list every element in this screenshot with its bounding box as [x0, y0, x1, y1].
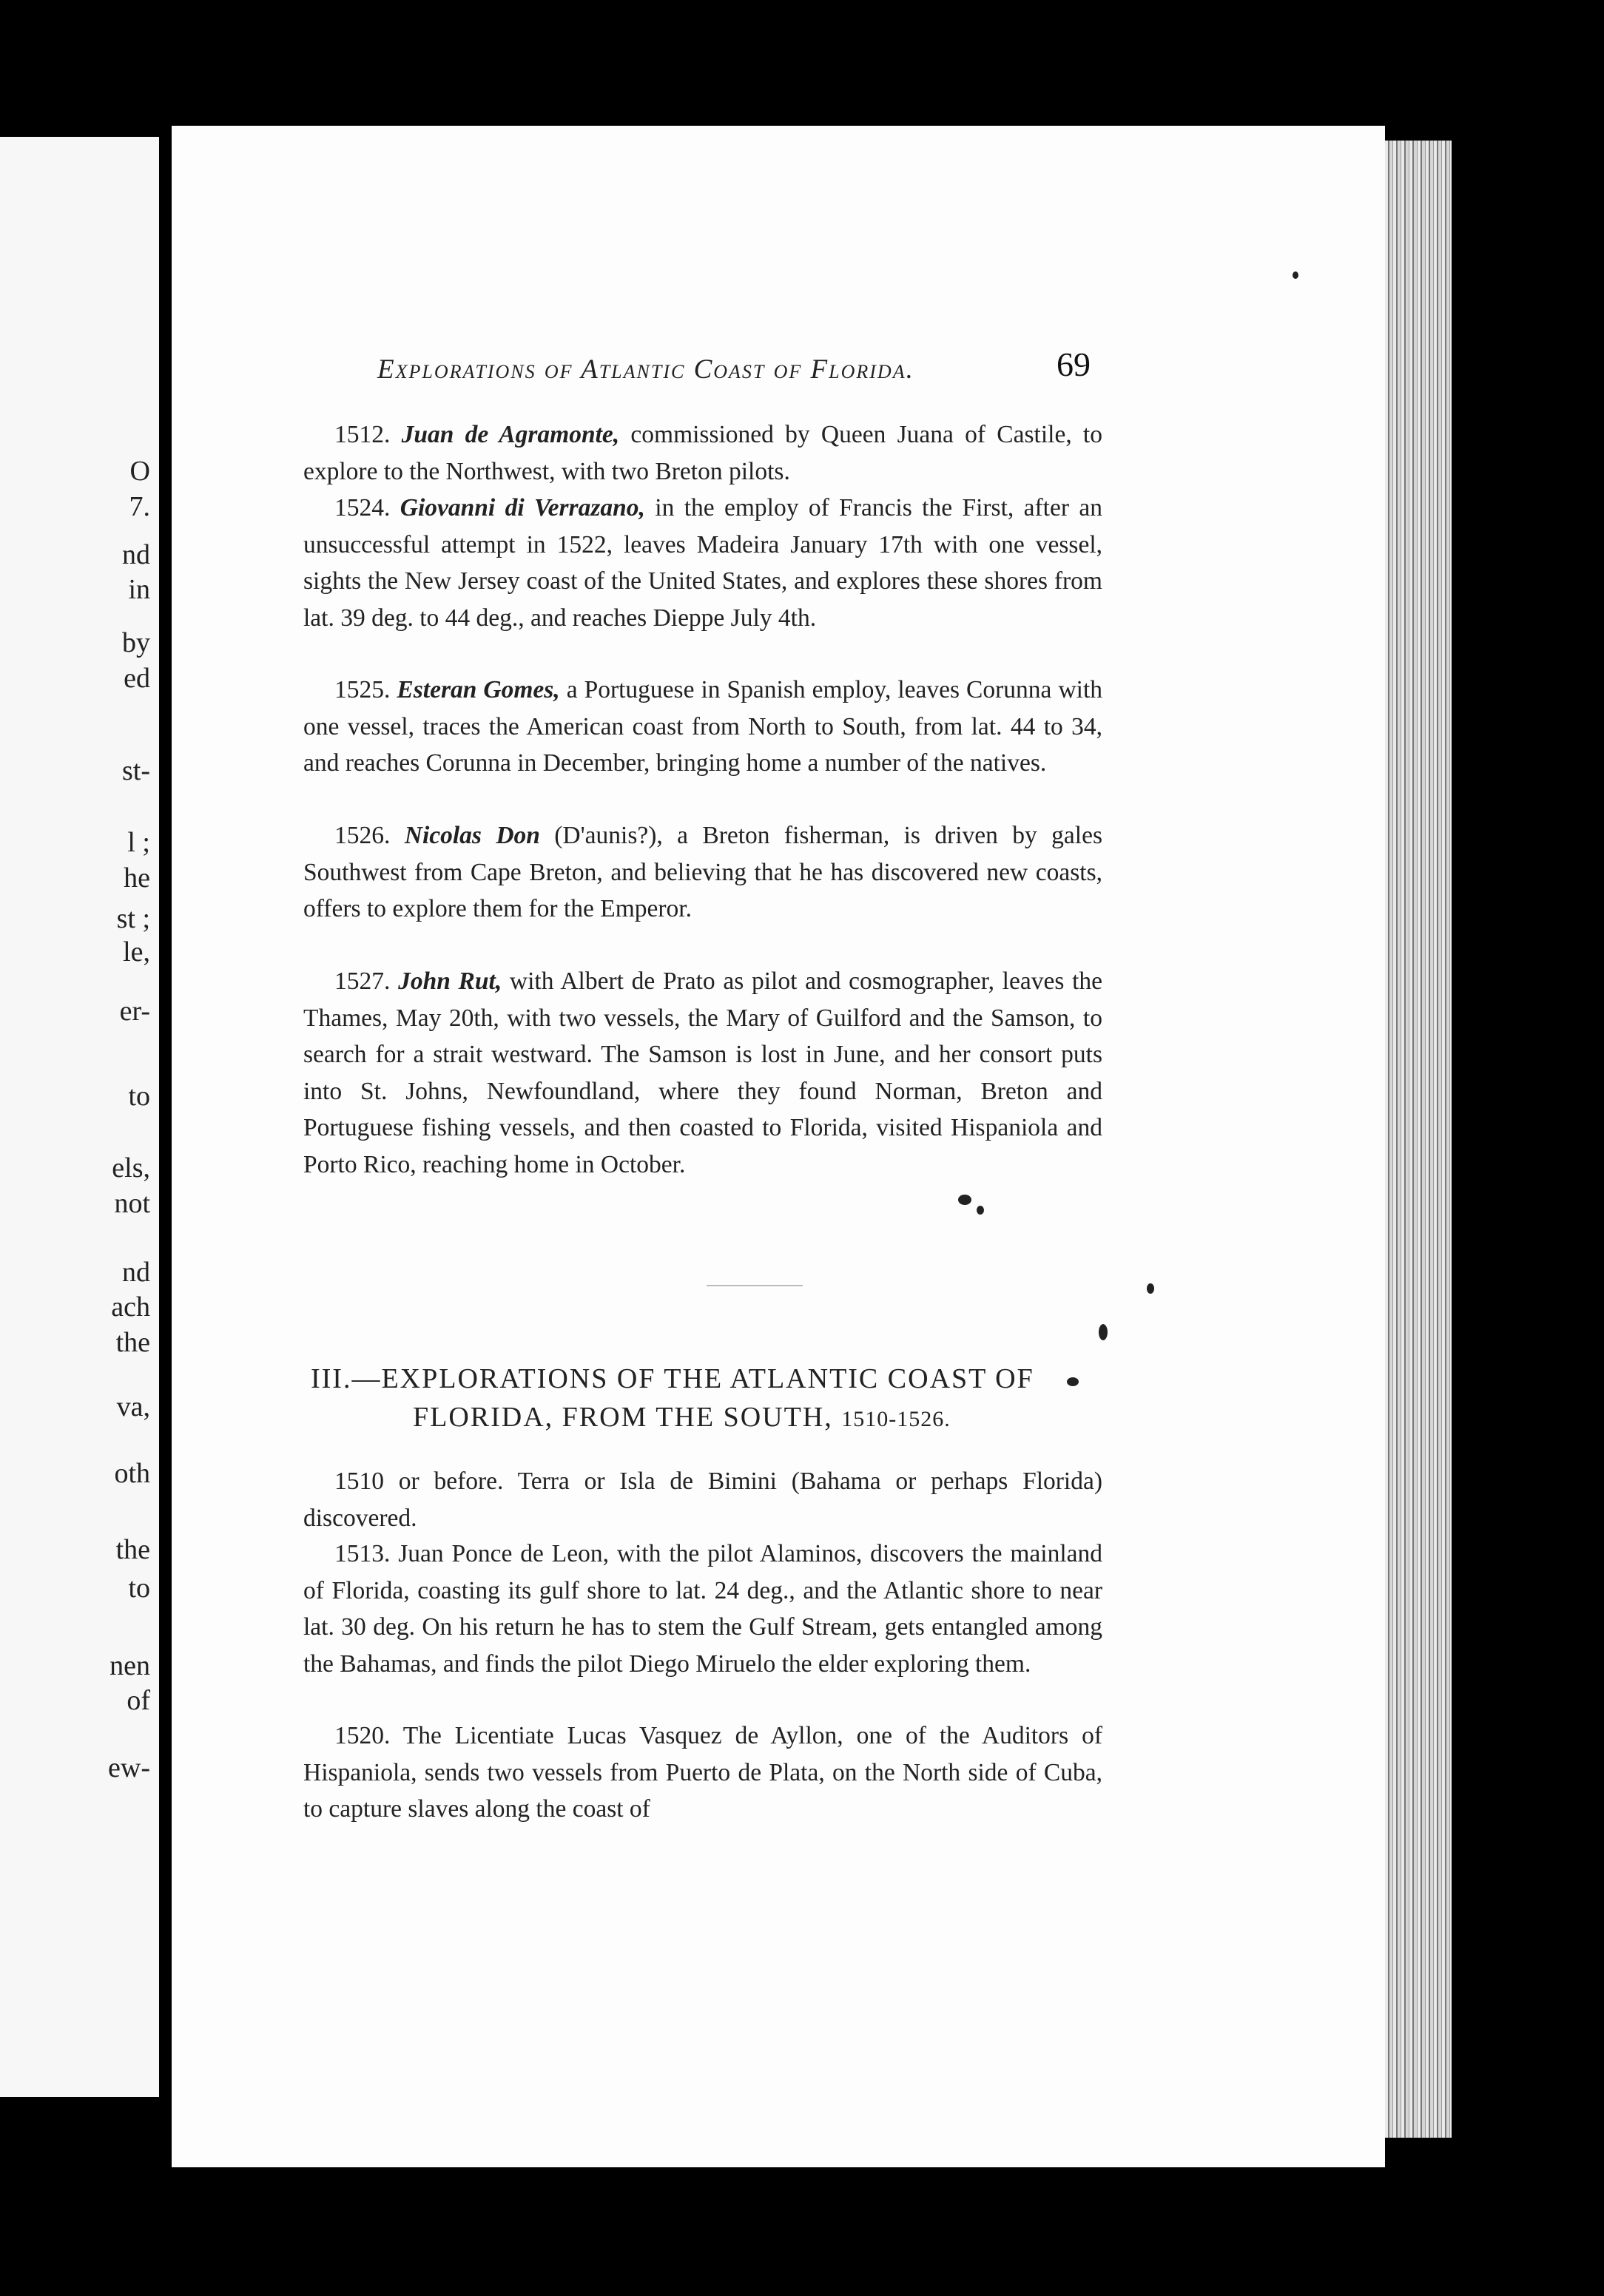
facing-page-text: of [127, 1685, 150, 1716]
facing-page-text: 7. [129, 491, 150, 522]
facing-page-text: ew- [108, 1752, 150, 1783]
facing-page-text: l ; [127, 827, 150, 858]
facing-page-text: not [114, 1188, 150, 1219]
section-years: 1510-1526. [841, 1407, 951, 1431]
facing-page-text: oth [114, 1458, 150, 1489]
ink-speck [1067, 1377, 1079, 1386]
entry-1512: 1512. Juan de Agramonte, commissioned by Queen Juana of Castile, to explore to the Northwest, with two Breton pilots. [303, 421, 1102, 485]
section-heading [311, 1360, 1110, 1439]
facing-page-text: va, [116, 1391, 150, 1422]
facing-page-text: in [128, 574, 150, 605]
facing-page-text: the [115, 1327, 150, 1358]
entry-1513: 1513. Juan Ponce de Leon, with the pilot Alaminos, discovers the mainland of Florida, coasting its gulf shore to lat. 24 deg., and the Atlantic shore to near lat. 30 deg. On his return he has to stem the Gulf Stream, gets entangled among the Bahamas, and finds the pilot Diego Miruelo the elder exploring them. [303, 1540, 1102, 1678]
facing-page-fragment [0, 137, 159, 2097]
facing-page-text: st ; [116, 903, 150, 934]
entry-1526: 1526. Nicolas Don (D'aunis?), a Breton fisherman, is driven by gales Southwest from Cape Breton, and believing that he has discovered new coasts, offers to explore them for the Emperor. [303, 822, 1102, 922]
facing-page-text: le, [123, 936, 150, 968]
running-title: Explorations of Atlantic Coast of Florida. [377, 354, 914, 385]
page-edges [1385, 141, 1452, 2138]
entry-1525: 1525. Esteran Gomes, a Portuguese in Spanish employ, leaves Corunna with one vessel, traces the American coast from North to South, from lat. 44 to 34, and reaches Corunna in December, bringing home a number of the natives. [303, 676, 1102, 777]
facing-page-text: the [115, 1534, 150, 1565]
facing-page-text: ach [111, 1292, 150, 1323]
page-number: 69 [1057, 345, 1091, 383]
facing-page-text: nd [122, 1257, 150, 1288]
section-divider [707, 1285, 803, 1286]
section-heading-line-1: III.—EXPLORATIONS OF THE ATLANTIC COAST OF [311, 1363, 1034, 1394]
facing-page-text: nd [122, 539, 150, 570]
facing-page-text: ed [124, 663, 150, 694]
entry-1524: 1524. Giovanni di Verrazano, in the employ of Francis the First, after an unsuccessful attempt in 1522, leaves Madeira January 17th with one vessel, sights the New Jersey coast of the United States, and explores these shores from lat. 39 deg. to 44 deg., and reaches Dieppe July 4th. [303, 494, 1102, 632]
ink-speck [1099, 1324, 1108, 1340]
facing-page-text: st- [122, 755, 150, 786]
facing-page-text: els, [112, 1152, 150, 1184]
entry-1527: 1527. John Rut, with Albert de Prato as pilot and cosmographer, leaves the Thames, May 20th, with two vessels, the Mary of Guilford and the Samson, to search for a strait westward. The Samson is lost in June, and her consort puts into St. Johns, Newfoundland, where they found Norman, Breton and Portuguese fishing vessels, and then coasted to Florida, visited Hispaniola and Porto Rico, reaching home in October. [303, 968, 1103, 1178]
section-heading-line-2: FLORIDA, FROM THE SOUTH, [413, 1402, 833, 1433]
ink-speck [958, 1195, 971, 1205]
facing-page-text: he [124, 862, 150, 894]
ink-speck [1147, 1283, 1154, 1294]
entry-1520: 1520. The Licentiate Lucas Vasquez de Ayllon, one of the Auditors of Hispaniola, sends two vessels from Puerto de Plata, on the North side of Cuba, to capture slaves along the coast of [303, 1722, 1102, 1823]
ink-speck [1293, 271, 1298, 279]
ink-speck [977, 1206, 984, 1215]
entry-1510: 1510 or before. Terra or Isla de Bimini (Bahama or perhaps Florida) discovered. [303, 1468, 1102, 1532]
facing-page-text: to [128, 1573, 150, 1604]
facing-page-text: O [129, 456, 150, 487]
facing-page-text: nen [109, 1650, 150, 1681]
facing-page-text: er- [119, 996, 150, 1027]
facing-page-text: by [122, 627, 150, 658]
facing-page-text: to [128, 1081, 150, 1112]
running-header [377, 354, 1117, 385]
